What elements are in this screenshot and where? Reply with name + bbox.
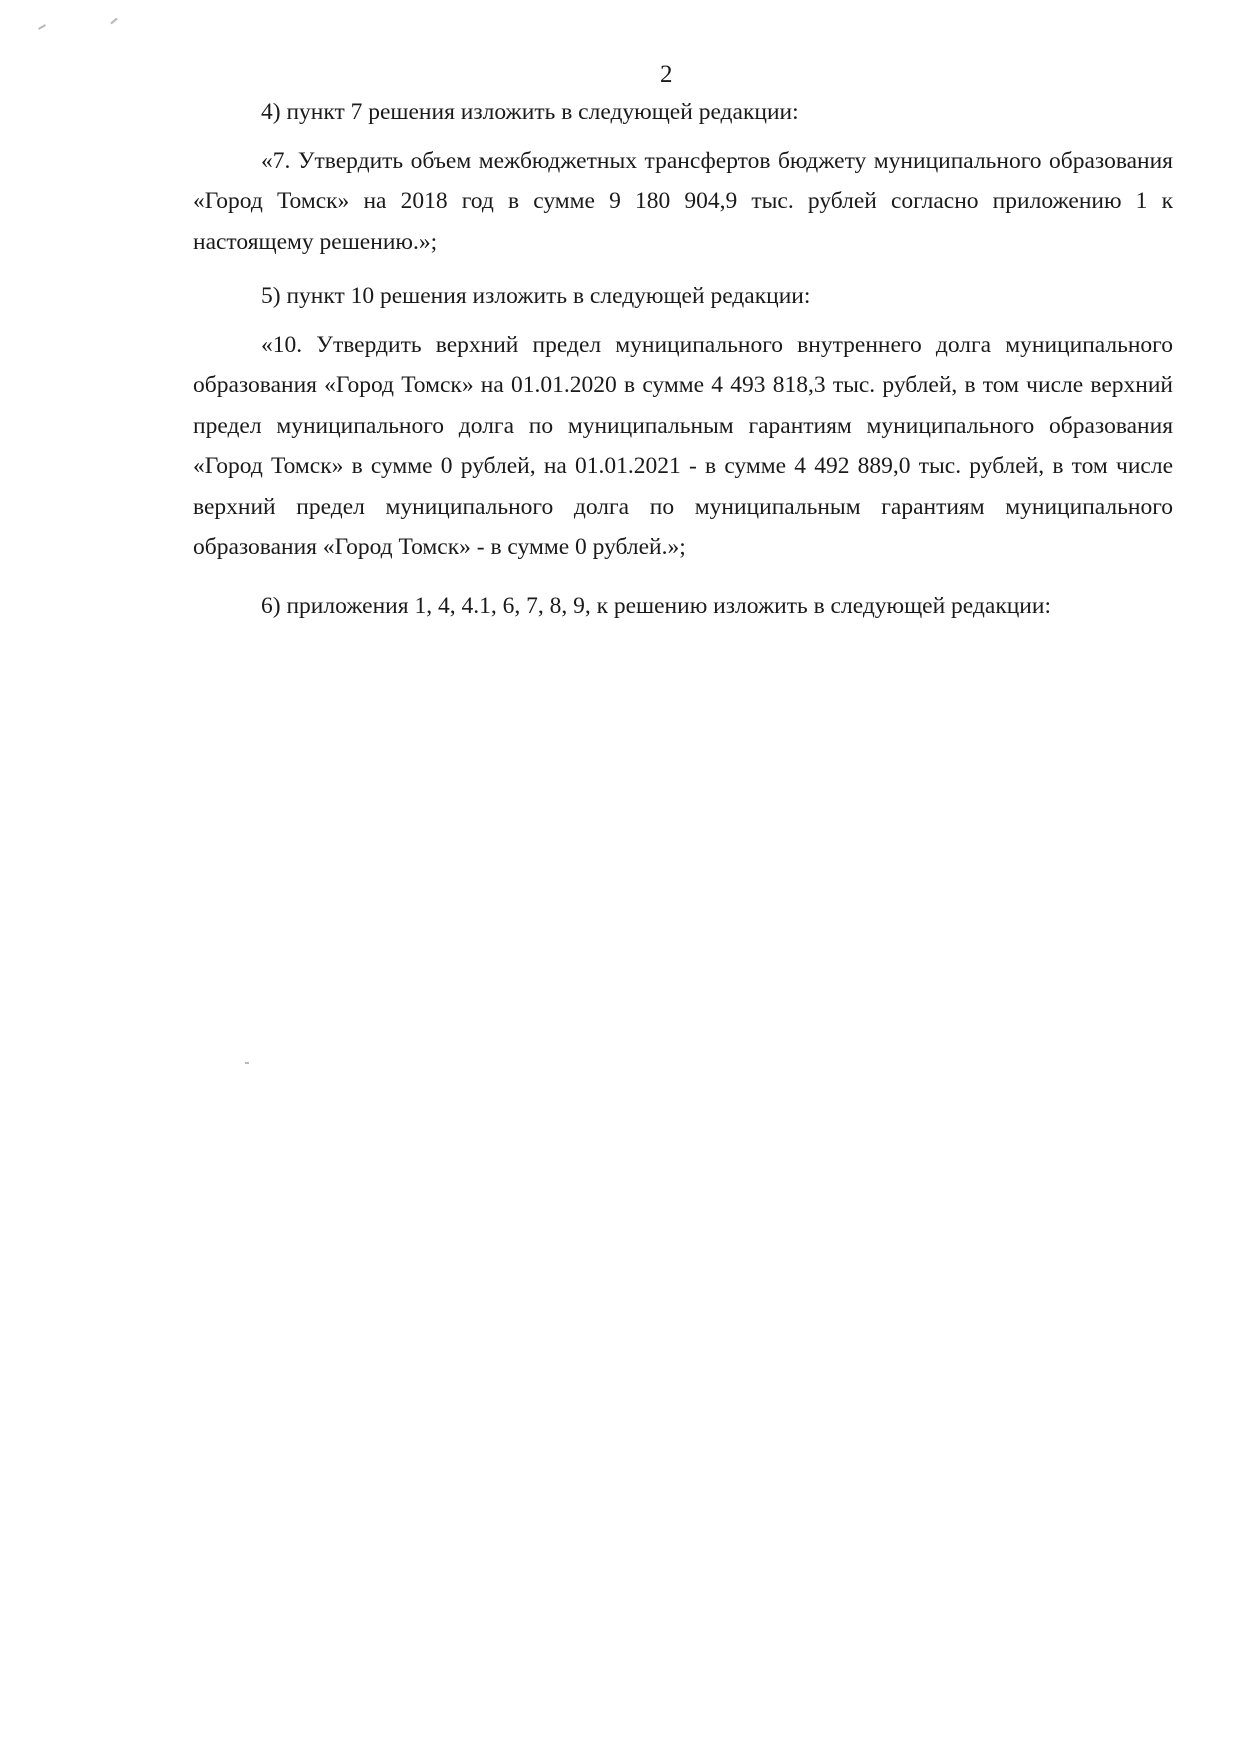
page-number: 2 [660,61,673,88]
scan-speck [245,1062,249,1064]
scan-speck [38,24,46,30]
paragraph-item-5: 5) пункт 10 решения изложить в следующей редакции: [261,283,811,309]
paragraph-item-6: 6) приложения 1, 4, 4.1, 6, 7, 8, 9, к решению изложить в следующей редакции: [261,592,1051,619]
paragraph-point-10-text: «10. Утвердить верхний предел муниципального внутреннего долга муниципального образования «Город Томск» на 01.01.2020 в сумме 4 493 818,3 тыс. рублей, в том числе верхний предел муниципального долга по муниципальным гарантиям муниципального образования «Город Томск» в сумме 0 рублей, на 01.01.2021 - в сумме 4 492 889,0 тыс. рублей, в том числе верхний предел муниципального долга по муниципальным гарантиям муниципального образования «Город Томск» - в сумме 0 рублей.»; [193,331,1173,560]
document-body [193,92,1173,626]
scan-speck [110,18,117,25]
paragraph-item-4: 4) пункт 7 решения изложить в следующей редакции: [261,99,799,125]
paragraph-point-7-text: «7. Утвердить объем межбюджетных трансфертов бюджету муниципального образования «Город Томск» на 2018 год в сумме 9 180 904,9 тыс. рублей согласно приложению 1 к настоящему решению.»; [193,147,1173,255]
